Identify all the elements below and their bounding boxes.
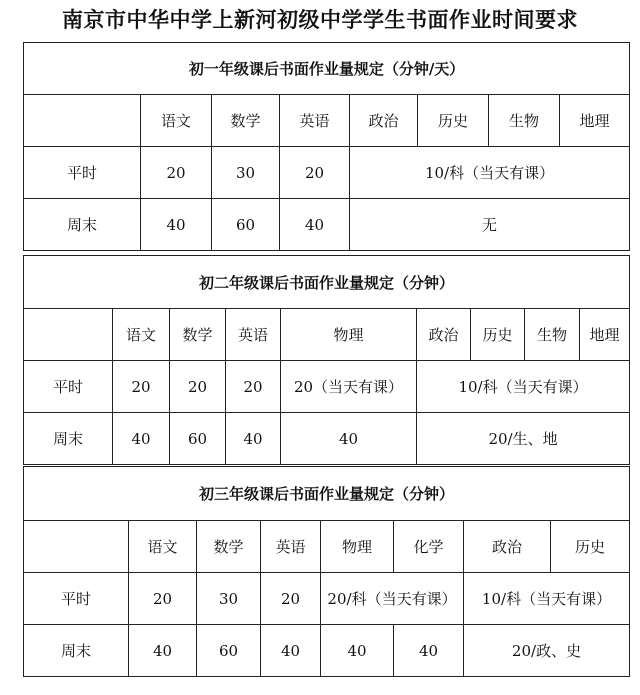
value-cell: 40 <box>280 199 350 251</box>
row-label: 周末 <box>24 625 129 677</box>
subject-header: 地理 <box>560 95 630 147</box>
row-label: 平时 <box>24 573 129 625</box>
merged-value-cell: 20/政、史 <box>464 625 630 677</box>
grade3-table <box>23 466 630 677</box>
subject-header: 政治 <box>417 309 471 361</box>
merged-value-cell: 10/科（当天有课） <box>350 147 630 199</box>
subject-header: 英语 <box>226 309 281 361</box>
value-cell: 20 <box>113 361 170 413</box>
corner-cell <box>24 309 113 361</box>
merged-value-cell: 10/科（当天有课） <box>417 361 630 413</box>
merged-value-cell: 10/科（当天有课） <box>464 573 630 625</box>
value-cell: 20 <box>129 573 197 625</box>
value-cell: 60 <box>197 625 261 677</box>
value-cell: 60 <box>212 199 280 251</box>
row-label: 周末 <box>24 199 141 251</box>
grade2-table <box>23 255 630 465</box>
subject-header: 英语 <box>280 95 350 147</box>
value-cell: 20 <box>280 147 350 199</box>
subject-header: 生物 <box>489 95 560 147</box>
grade3-heading: 初三年级课后书面作业量规定（分钟） <box>24 467 630 521</box>
subject-header: 数学 <box>197 521 261 573</box>
subject-header: 政治 <box>464 521 551 573</box>
value-cell: 40 <box>226 413 281 465</box>
subject-header: 数学 <box>170 309 226 361</box>
subject-header: 英语 <box>261 521 321 573</box>
value-cell: 20 <box>170 361 226 413</box>
subject-header: 政治 <box>350 95 418 147</box>
corner-cell <box>24 521 129 573</box>
value-cell: 20 <box>226 361 281 413</box>
row-label: 周末 <box>24 413 113 465</box>
value-cell: 40 <box>141 199 212 251</box>
value-cell: 20 <box>141 147 212 199</box>
value-cell: 40 <box>129 625 197 677</box>
value-cell: 40 <box>394 625 464 677</box>
value-cell: 40 <box>113 413 170 465</box>
subject-header: 生物 <box>525 309 580 361</box>
subject-header: 化学 <box>394 521 464 573</box>
subject-header: 语文 <box>141 95 212 147</box>
subject-header: 数学 <box>212 95 280 147</box>
row-label: 平时 <box>24 361 113 413</box>
subject-header: 历史 <box>551 521 630 573</box>
subject-header: 地理 <box>580 309 630 361</box>
value-cell: 20（当天有课） <box>281 361 417 413</box>
corner-cell <box>24 95 141 147</box>
value-cell: 30 <box>212 147 280 199</box>
value-cell: 40 <box>261 625 321 677</box>
merged-value-cell: 20/生、地 <box>417 413 630 465</box>
grade1-table <box>23 42 630 251</box>
value-cell: 40 <box>281 413 417 465</box>
merged-value-cell: 无 <box>350 199 630 251</box>
subject-header: 语文 <box>129 521 197 573</box>
value-cell: 40 <box>321 625 394 677</box>
value-cell: 30 <box>197 573 261 625</box>
subject-header: 语文 <box>113 309 170 361</box>
subject-header: 历史 <box>418 95 489 147</box>
row-label: 平时 <box>24 147 141 199</box>
page-title: 南京市中华中学上新河初级中学学生书面作业时间要求 <box>62 7 578 32</box>
subject-header: 物理 <box>281 309 417 361</box>
subject-header: 物理 <box>321 521 394 573</box>
grade2-heading: 初二年级课后书面作业量规定（分钟） <box>24 256 630 309</box>
grade1-heading: 初一年级课后书面作业量规定（分钟/天） <box>24 43 630 95</box>
subject-header: 历史 <box>471 309 525 361</box>
merged-value-cell: 20/科（当天有课） <box>321 573 464 625</box>
value-cell: 20 <box>261 573 321 625</box>
value-cell: 60 <box>170 413 226 465</box>
